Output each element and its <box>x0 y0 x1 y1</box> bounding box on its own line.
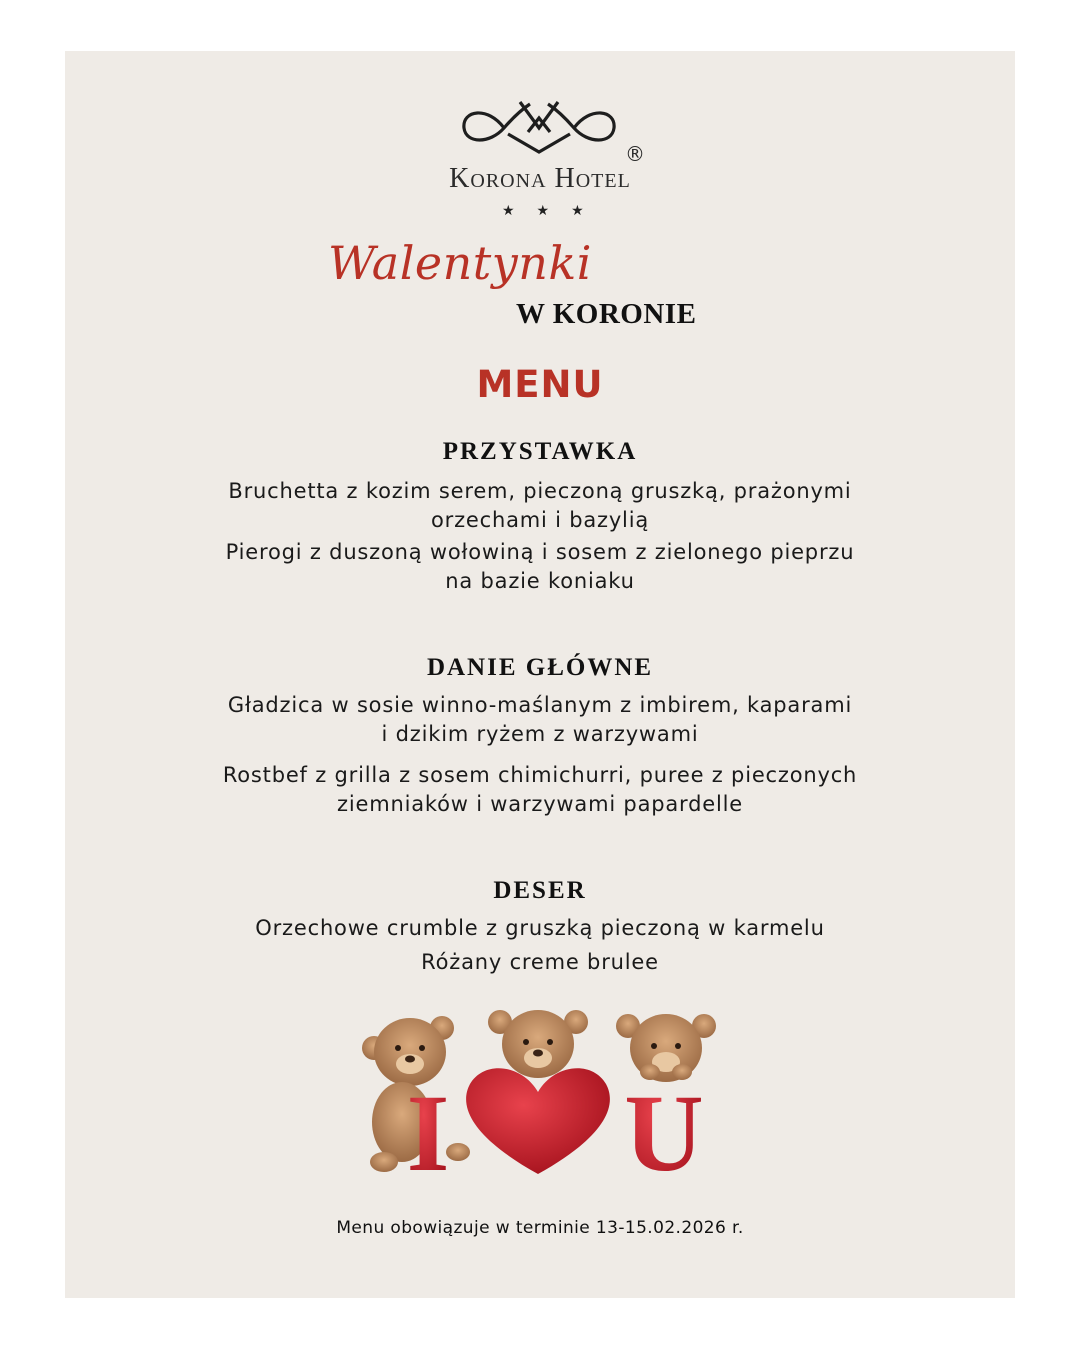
dish-line: Pierogi z duszoną wołowiną i sosem z zielonego pieprzu <box>225 540 855 564</box>
registered-mark: ® <box>625 142 645 166</box>
dish-line: i dzikim ryżem z warzywami <box>381 722 699 746</box>
rating-stars: ★★★ <box>502 202 606 218</box>
validity-note: Menu obowiązuje w terminie 13-15.02.2026 r. <box>336 1218 744 1238</box>
dish-line: orzechami i bazylią <box>430 508 649 532</box>
dish-line: ziemniaków i warzywami papardelle <box>337 792 743 816</box>
dish-line: na bazie koniaku <box>445 569 635 593</box>
crown-logo-icon <box>458 98 620 158</box>
dish-line: Gładzica w sosie winno-maślanym z imbirem, kaparami <box>227 693 853 717</box>
dish-starter-1 <box>0 477 1080 535</box>
dish-line: Orzechowe crumble z gruszką pieczoną w karmelu <box>255 916 825 940</box>
dish-main-2 <box>0 761 1080 819</box>
section-title-starter: PRZYSTAWKA <box>442 438 638 465</box>
section-title-dessert: DESER <box>493 877 587 904</box>
letter-i: I <box>406 1072 450 1180</box>
valentines-subtitle: W KORONIE <box>516 298 697 330</box>
teddy-bears-i-love-u-illustration <box>360 1002 720 1180</box>
bear-icon <box>488 1010 588 1078</box>
dish-line: Bruchetta z kozim serem, pieczoną gruszką, prażonymi <box>228 479 852 503</box>
hotel-name: Korona Hotel <box>449 163 631 194</box>
dish-dessert-2 <box>0 948 1080 977</box>
section-title-main: DANIE GŁÓWNE <box>426 654 654 681</box>
dish-line: Rostbef z grilla z sosem chimichurri, puree z pieczonych <box>222 763 858 787</box>
letter-u: U <box>624 1072 704 1180</box>
dish-line: Różany creme brulee <box>421 950 659 974</box>
dish-dessert-1 <box>0 914 1080 943</box>
valentines-title: Walentynki <box>328 236 592 290</box>
dish-starter-2 <box>0 538 1080 596</box>
dish-main-1 <box>0 691 1080 749</box>
menu-title: MENU <box>476 363 604 406</box>
heart-icon <box>466 1068 610 1174</box>
